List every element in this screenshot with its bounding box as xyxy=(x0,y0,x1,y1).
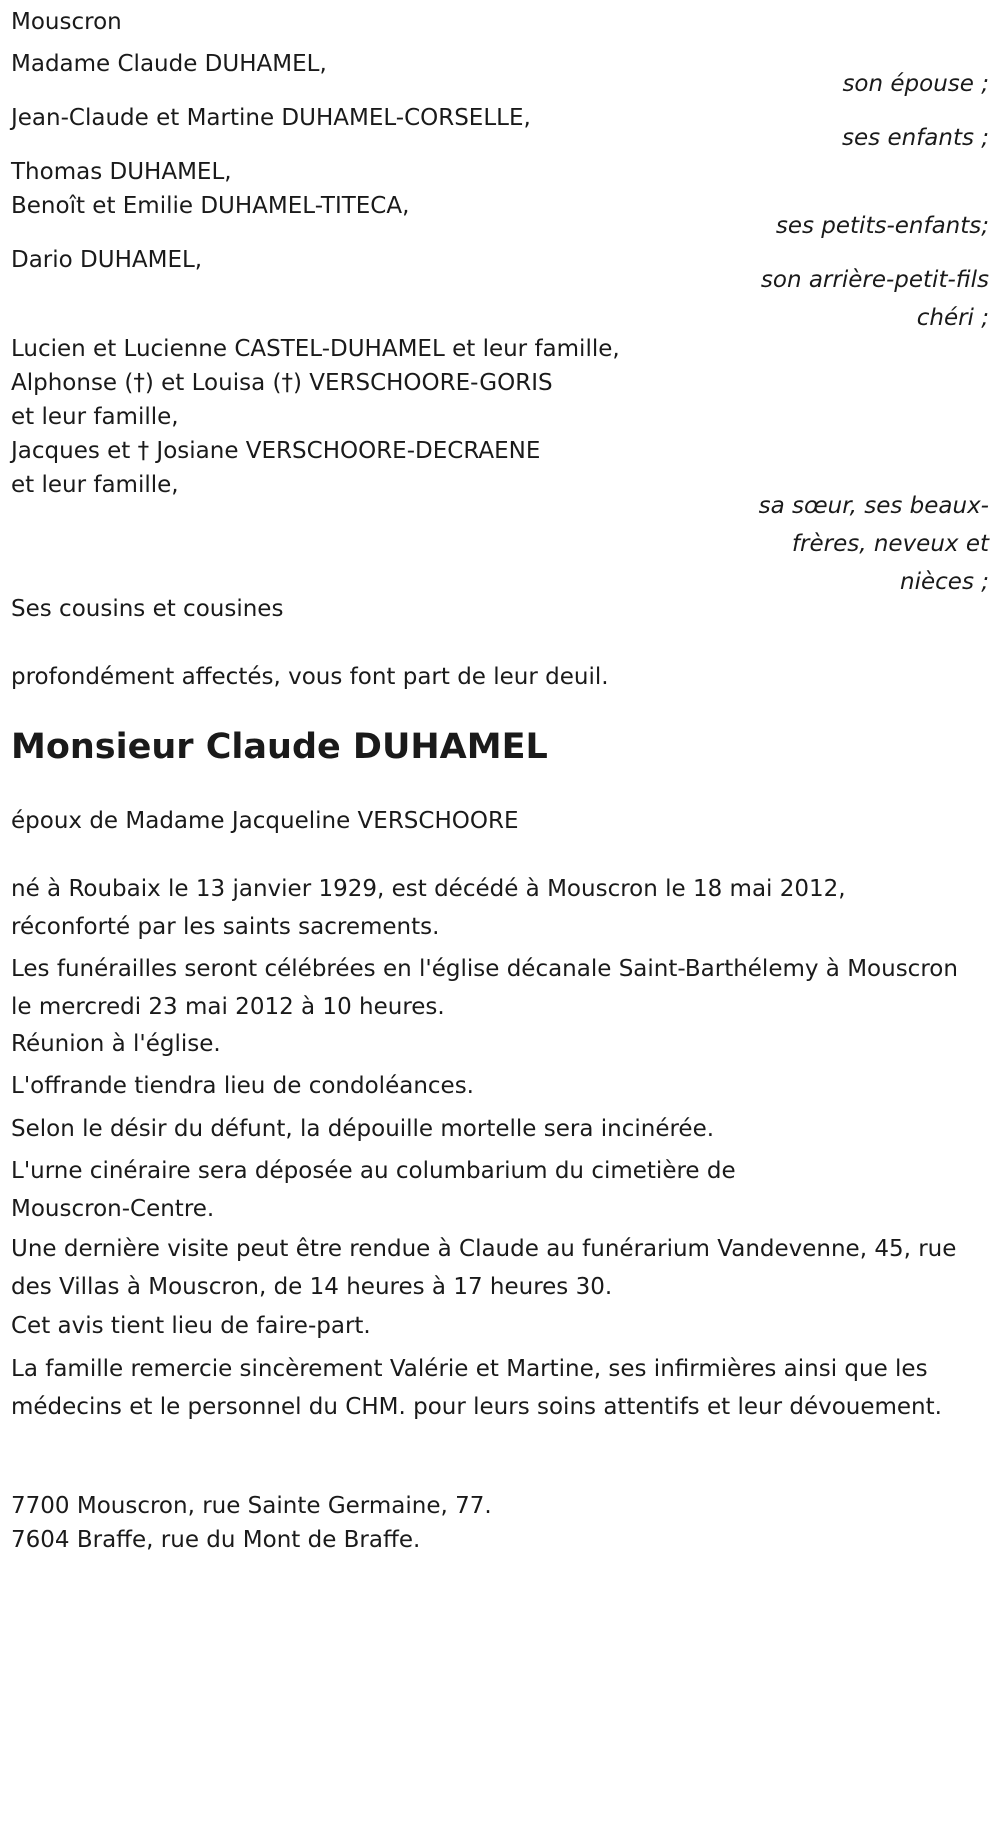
address-line: 7604 Braffe, rue du Mont de Braffe. xyxy=(11,1527,421,1553)
grandchild-name: Thomas DUHAMEL, xyxy=(11,159,232,185)
spouse-relation: son épouse ; xyxy=(842,71,989,97)
funeral-paragraph: Les funérailles seront célébrées en l'église décanale Saint-Barthélemy à Mouscron le mercredi 23 mai 2012 à 10 heures. xyxy=(11,956,958,1020)
relatives-relation: sa sœur, ses beaux-frères, neveux et nièces ; xyxy=(758,493,989,595)
relative-line: Lucien et Lucienne CASTEL-DUHAMEL et leur famille, xyxy=(11,336,620,362)
spouse-name: Madame Claude DUHAMEL, xyxy=(11,51,327,77)
children-relation: ses enfants ; xyxy=(842,125,989,151)
relative-line: Jacques et † Josiane VERSCHOORE-DECRAENE xyxy=(11,438,541,464)
meeting-paragraph: Réunion à l'église. xyxy=(11,1031,221,1057)
spouse-of-text: époux de Madame Jacqueline VERSCHOORE xyxy=(11,808,519,834)
birth-death-paragraph: né à Roubaix le 13 janvier 1929, est décédé à Mouscron le 18 mai 2012, réconforté par les saints sacrements. xyxy=(11,876,846,940)
great-grandchild-relation: son arrière-petit-fils chéri ; xyxy=(760,267,989,331)
visit-paragraph: Une dernière visite peut être rendue à Claude au funérarium Vandevenne, 45, rue des Villas à Mouscron, de 14 heures à 17 heures 30. xyxy=(11,1236,957,1300)
urn-paragraph: L'urne cinéraire sera déposée au columbarium du cimetière de Mouscron-Centre. xyxy=(11,1158,736,1222)
intro-text: profondément affectés, vous font part de leur deuil. xyxy=(11,664,609,690)
address-line: 7700 Mouscron, rue Sainte Germaine, 77. xyxy=(11,1493,492,1519)
relative-line: et leur famille, xyxy=(11,404,179,430)
great-grandchild-name: Dario DUHAMEL, xyxy=(11,247,203,273)
grandchildren-relation: ses petits-enfants; xyxy=(775,213,989,239)
relative-line: Alphonse (†) et Louisa (†) VERSCHOORE-GORIS xyxy=(11,370,553,396)
notice-paragraph: Cet avis tient lieu de faire-part. xyxy=(11,1313,371,1339)
offering-paragraph: L'offrande tiendra lieu de condoléances. xyxy=(11,1073,474,1099)
relative-line: et leur famille, xyxy=(11,472,179,498)
children-name: Jean-Claude et Martine DUHAMEL-CORSELLE, xyxy=(11,105,531,131)
cousins-line: Ses cousins et cousines xyxy=(11,596,284,622)
city-heading: Mouscron xyxy=(11,9,122,35)
deceased-name: Monsieur Claude DUHAMEL xyxy=(11,727,548,767)
grandchild-name: Benoît et Emilie DUHAMEL-TITECA, xyxy=(11,193,410,219)
thanks-paragraph: La famille remercie sincèrement Valérie et Martine, ses infirmières ainsi que les médecins et le personnel du CHM. pour leurs soins attentifs et leur dévouement. xyxy=(11,1356,942,1420)
cremation-paragraph: Selon le désir du défunt, la dépouille mortelle sera incinérée. xyxy=(11,1116,715,1142)
